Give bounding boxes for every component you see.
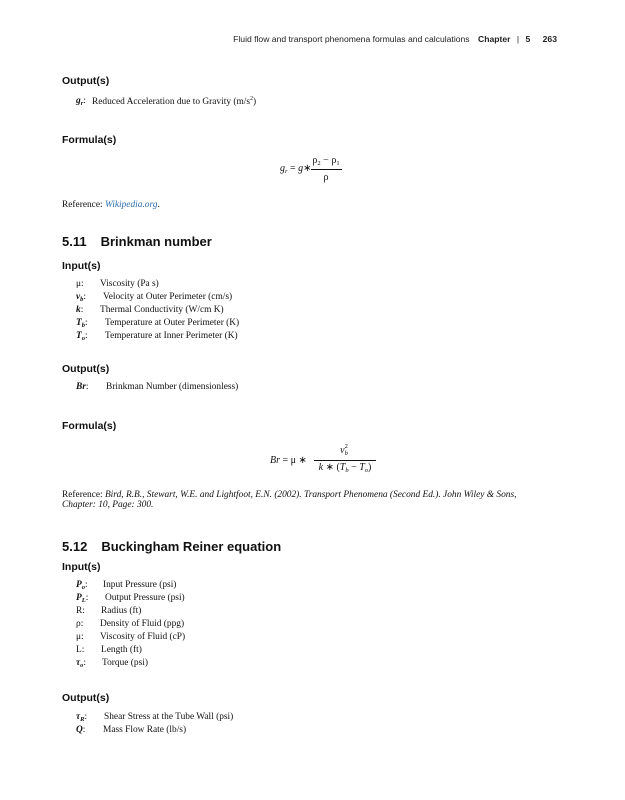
formula-g: g — [298, 163, 304, 174]
input-subscript: L — [81, 597, 86, 604]
input-colon: : — [83, 292, 87, 302]
outputs-heading: Output(s) — [62, 75, 110, 87]
input-symbol: μ — [76, 279, 82, 289]
den-star: ∗ ( — [323, 462, 340, 473]
section-title: Brinkman number — [100, 234, 212, 249]
input-row — [76, 593, 185, 604]
reference-citation-line1: Bird, R.B., Stewart, W.E. and Lightfoot, E.N. (2002). Transport Phenomena (Second Ed.). John Wiley & Sons, — [104, 490, 517, 500]
input-row — [76, 580, 177, 591]
output-description: Mass Flow Rate (lb/s) — [103, 725, 187, 735]
formula-minus: − — [323, 155, 329, 166]
running-header — [233, 34, 557, 44]
output-symbol: g — [76, 96, 81, 106]
formula-denominator — [312, 462, 378, 474]
input-symbol: T — [76, 318, 82, 328]
formula-lhs: g — [280, 163, 285, 174]
input-row — [76, 645, 142, 655]
input-subscript: o — [81, 584, 85, 591]
output-description: Shear Stress at the Tube Wall (psi) — [104, 712, 234, 722]
section-number: 5.12 — [62, 539, 88, 554]
input-subscript: b — [80, 296, 84, 303]
output-symbol: τ — [76, 712, 81, 722]
formula-lhs-sub: r — [285, 168, 288, 175]
input-symbol: k — [76, 305, 81, 315]
input-subscript: o — [81, 335, 85, 342]
input-symbol: v — [76, 292, 81, 302]
input-description: Radius (ft) — [101, 606, 142, 616]
input-colon: : — [81, 632, 84, 642]
input-row — [76, 292, 233, 303]
output-colon: : — [83, 96, 86, 106]
output-description-text: Reduced Acceleration due to Gravity (m/s — [92, 97, 251, 108]
input-description: Torque (psi) — [102, 658, 148, 668]
inputs-heading: Input(s) — [62, 260, 101, 272]
input-description: Viscosity of Fluid (cP) — [100, 632, 186, 642]
den-minus: − — [348, 462, 360, 473]
section-title: Buckingham Reiner equation — [101, 539, 282, 554]
output-row — [76, 382, 239, 392]
input-colon: : — [80, 305, 84, 315]
velocity: v — [340, 445, 345, 456]
reference-label: Reference: — [62, 490, 105, 500]
input-row — [76, 318, 240, 329]
velocity-sup: 2 — [344, 443, 348, 450]
output-description: Brinkman Number (dimensionless) — [106, 382, 239, 392]
output-subscript: R — [80, 716, 85, 723]
reference-citation-line2: Chapter: 10, Page: 300. — [62, 500, 154, 510]
output-symbol: Q — [76, 725, 83, 735]
input-colon: : — [81, 645, 85, 655]
inputs-heading: Input(s) — [62, 561, 101, 573]
output-description-close: ) — [253, 97, 257, 108]
input-row — [76, 279, 159, 289]
chapter-number: 5 — [525, 34, 531, 44]
input-description: Output Pressure (psi) — [105, 593, 185, 603]
output-symbol: Br — [76, 382, 86, 392]
velocity-sub: b — [344, 450, 348, 457]
output-colon: : — [82, 725, 86, 735]
input-row — [76, 331, 238, 342]
page-number: 263 — [542, 34, 557, 44]
formula-heading: Formula(s) — [62, 420, 117, 432]
reference-end: . — [157, 200, 160, 210]
input-symbol: P — [76, 593, 82, 603]
fraction-bar — [311, 169, 342, 170]
output-subscript: r — [80, 100, 84, 107]
fraction-bar — [314, 460, 376, 461]
input-description: Input Pressure (psi) — [103, 580, 177, 590]
input-symbol: τ — [76, 658, 81, 668]
rho-2: ρ — [312, 155, 318, 166]
input-row — [76, 305, 224, 315]
input-symbol: ρ — [76, 619, 81, 629]
output-colon: : — [85, 382, 89, 392]
formula-denominator: ρ — [323, 172, 329, 183]
den-t1-sub: b — [345, 467, 349, 474]
formula-eq: = μ ∗ — [282, 455, 307, 466]
section-heading-5-12 — [62, 539, 281, 554]
formula-reduced-gravity — [280, 155, 360, 191]
input-colon: : — [85, 593, 89, 603]
formula-numerator — [314, 443, 374, 457]
outputs-heading: Output(s) — [62, 692, 110, 704]
input-colon: : — [83, 658, 87, 668]
den-k: k — [318, 462, 324, 473]
input-description: Temperature at Inner Perimeter (K) — [105, 331, 238, 341]
rho-2-sub: 2 — [317, 160, 321, 167]
input-colon: : — [80, 619, 84, 629]
chapter-label: Chapter — [477, 34, 511, 44]
section-heading-5-11 — [62, 234, 212, 249]
reference-line — [62, 200, 160, 210]
outputs-heading: Output(s) — [62, 363, 110, 375]
header-separator: | — [516, 34, 520, 44]
input-row — [76, 619, 185, 629]
input-row — [76, 632, 186, 642]
formula-lhs: Br — [270, 455, 280, 466]
input-colon: : — [84, 580, 88, 590]
running-title: Fluid flow and transport phenomena formulas and calculations — [233, 34, 470, 44]
formula-numerator — [310, 155, 342, 167]
den-close: ) — [368, 462, 372, 473]
input-symbol: L — [76, 645, 82, 655]
den-t1: T — [339, 462, 346, 473]
rho-1-sub: 1 — [336, 160, 340, 167]
den-t2-sub: o — [364, 467, 369, 474]
formula-star: ∗ — [303, 163, 312, 174]
input-colon: : — [84, 318, 88, 328]
input-subscript: b — [81, 322, 85, 329]
formula-brinkman — [270, 443, 380, 477]
input-description: Density of Fluid (ppg) — [100, 619, 185, 629]
reference-label: Reference: — [62, 200, 105, 210]
input-description: Thermal Conductivity (W/cm K) — [100, 305, 224, 315]
input-row — [76, 606, 142, 616]
input-colon: : — [82, 606, 85, 616]
output-row — [76, 712, 234, 723]
input-colon: : — [81, 279, 84, 289]
formula-eq: = — [290, 163, 299, 174]
input-description: Temperature at Outer Perimeter (K) — [105, 318, 240, 328]
reference-link[interactable]: Wikipedia.org — [104, 200, 158, 210]
input-description: Viscosity (Pa s) — [100, 279, 159, 289]
output-description — [92, 96, 256, 107]
input-symbol: T — [76, 331, 82, 341]
rho-1: ρ — [331, 155, 337, 166]
output-description-sup: 2 — [250, 96, 254, 102]
reference-block — [62, 490, 562, 510]
formula-heading: Formula(s) — [62, 134, 117, 146]
output-row — [76, 96, 257, 108]
input-symbol: R — [76, 606, 83, 616]
input-description: Length (ft) — [101, 645, 142, 655]
den-t2: T — [359, 462, 365, 473]
input-subscript: o — [80, 662, 84, 669]
section-number: 5.11 — [62, 234, 87, 249]
input-symbol: μ — [76, 632, 82, 642]
input-symbol: P — [76, 580, 82, 590]
input-description: Velocity at Outer Perimeter (cm/s) — [103, 292, 233, 302]
input-colon: : — [84, 331, 88, 341]
input-row — [76, 658, 148, 669]
output-colon: : — [84, 712, 88, 722]
output-row — [76, 725, 187, 735]
